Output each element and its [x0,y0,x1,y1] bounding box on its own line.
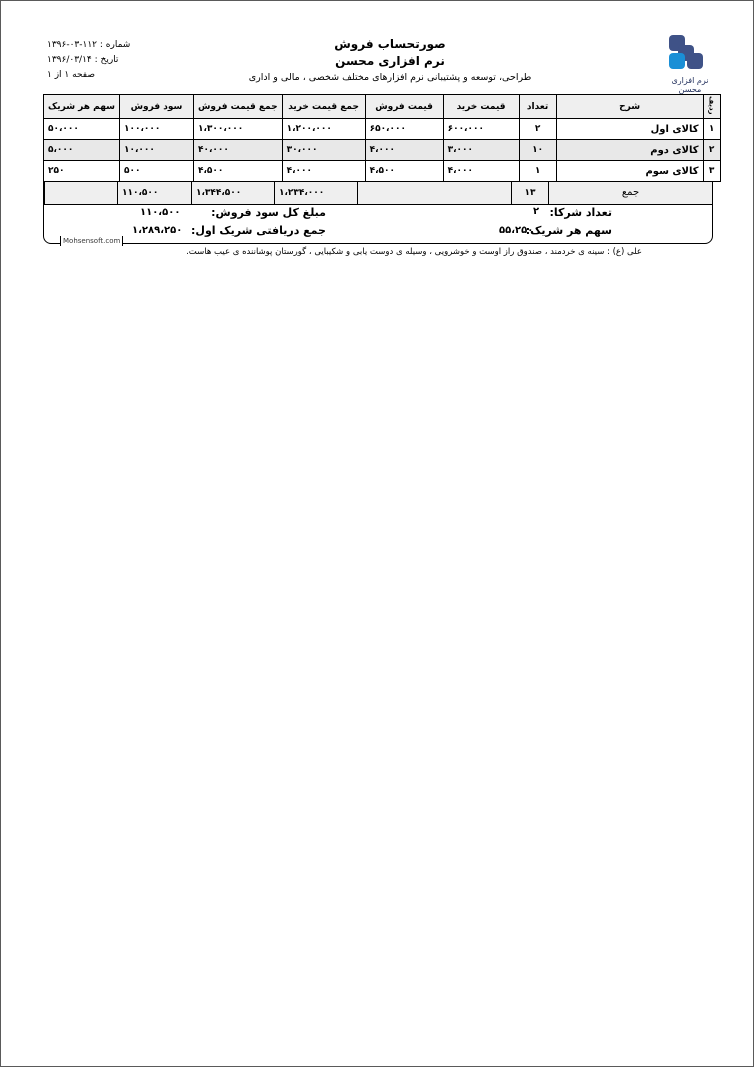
total-profit: ۱۱۰،۵۰۰ [117,182,191,204]
item-sell-price: ۴،۰۰۰ [365,140,443,161]
total-profit-value: ۱۱۰،۵۰۰ [140,207,181,218]
company-logo [660,35,720,94]
total-sell: ۱،۳۴۴،۵۰۰ [191,182,274,204]
table-row [44,119,721,140]
item-buy-price: ۳،۰۰۰ [443,140,519,161]
table-row [44,140,721,161]
share-per-partner-label: سهم هر شریک: [525,224,612,237]
document-meta [47,38,130,83]
invoice-date: تاریخ : ۱۳۹۶/۰۳/۱۴ [47,55,119,65]
share-per-partner-value: ۵۵،۲۵۰ [499,225,534,236]
item-description: کالای سوم [556,161,703,182]
item-buy-price: ۴،۰۰۰ [443,161,519,182]
column-header-buy-total: جمع قیمت خرید [282,95,365,119]
item-description: کالای دوم [556,140,703,161]
item-partner-share: ۵،۰۰۰ [44,140,120,161]
table-header-row [44,95,721,119]
item-sell-total: ۴۰،۰۰۰ [194,140,283,161]
item-sell-price: ۶۵۰،۰۰۰ [365,119,443,140]
column-header-buy-price: قیمت خرید [443,95,519,119]
footer-quote: علی (ع) : سینه ی خردمند ، صندوق راز اوست و خوشرویی ، وسیله ی دوست یابی و شکیبایی ، گورستان پوشاننده ی عیب هاست. [186,247,642,257]
total-share-cell [44,182,117,204]
first-partner-total-label: جمع دریافتی شریک اول: [191,224,326,237]
website-watermark: Mohsensoft.com [60,236,123,246]
document-title: صورتحساب فروش [334,37,446,51]
item-profit: ۱۰،۰۰۰ [120,140,194,161]
total-buy: ۱،۲۳۴،۰۰۰ [274,182,357,204]
first-partner-total-value: ۱،۲۸۹،۲۵۰ [132,225,183,236]
items-table [43,94,721,182]
item-quantity: ۱ [519,161,556,182]
item-profit: ۱۰۰،۰۰۰ [120,119,194,140]
item-quantity: ۲ [519,119,556,140]
logo-caption: نرم افزاری محسن [671,76,709,94]
item-profit: ۵۰۰ [120,161,194,182]
item-buy-total: ۳۰،۰۰۰ [282,140,365,161]
totals-box [43,181,713,244]
row-number: ۳ [703,161,720,182]
page-indicator: صفحه ۱ از ۱ [47,70,95,80]
invoice-number: شماره : ۱۱۲-۰۳-۱۳۹۶ [47,40,131,50]
item-quantity: ۱۰ [519,140,556,161]
column-header-description: شرح [556,95,703,119]
column-header-row-number: ردیف [703,95,720,119]
totals-row [44,182,712,205]
total-empty-cell [357,182,511,204]
item-sell-price: ۴،۵۰۰ [365,161,443,182]
item-buy-total: ۱،۲۰۰،۰۰۰ [282,119,365,140]
title-block [200,36,580,86]
item-partner-share: ۵۰،۰۰۰ [44,119,120,140]
item-buy-total: ۴،۰۰۰ [282,161,365,182]
column-header-partner-share: سهم هر شریک [44,95,120,119]
partners-count-label: تعداد شرکا: [549,206,612,219]
company-tagline: طراحی، توسعه و پشتیبانی نرم افزارهای مختلف شخصی ، مالی و اداری [248,72,532,83]
column-header-sell-price: قیمت فروش [365,95,443,119]
row-number: ۱ [703,119,720,140]
table-row [44,161,721,182]
item-sell-total: ۱،۳۰۰،۰۰۰ [194,119,283,140]
company-name: نرم افزاری محسن [335,54,445,68]
item-partner-share: ۲۵۰ [44,161,120,182]
item-buy-price: ۶۰۰،۰۰۰ [443,119,519,140]
logo-square-icon [687,53,703,69]
partners-count-value: ۲ [533,206,540,217]
item-sell-total: ۴،۵۰۰ [194,161,283,182]
total-profit-label: مبلغ کل سود فروش: [211,206,326,219]
logo-square-icon [669,53,685,69]
item-description: کالای اول [556,119,703,140]
total-quantity: ۱۳ [511,182,548,204]
row-number: ۲ [703,140,720,161]
column-header-profit: سود فروش [120,95,194,119]
totals-label: جمع [548,182,712,204]
column-header-sell-total: جمع قیمت فروش [194,95,283,119]
column-header-quantity: تعداد [519,95,556,119]
